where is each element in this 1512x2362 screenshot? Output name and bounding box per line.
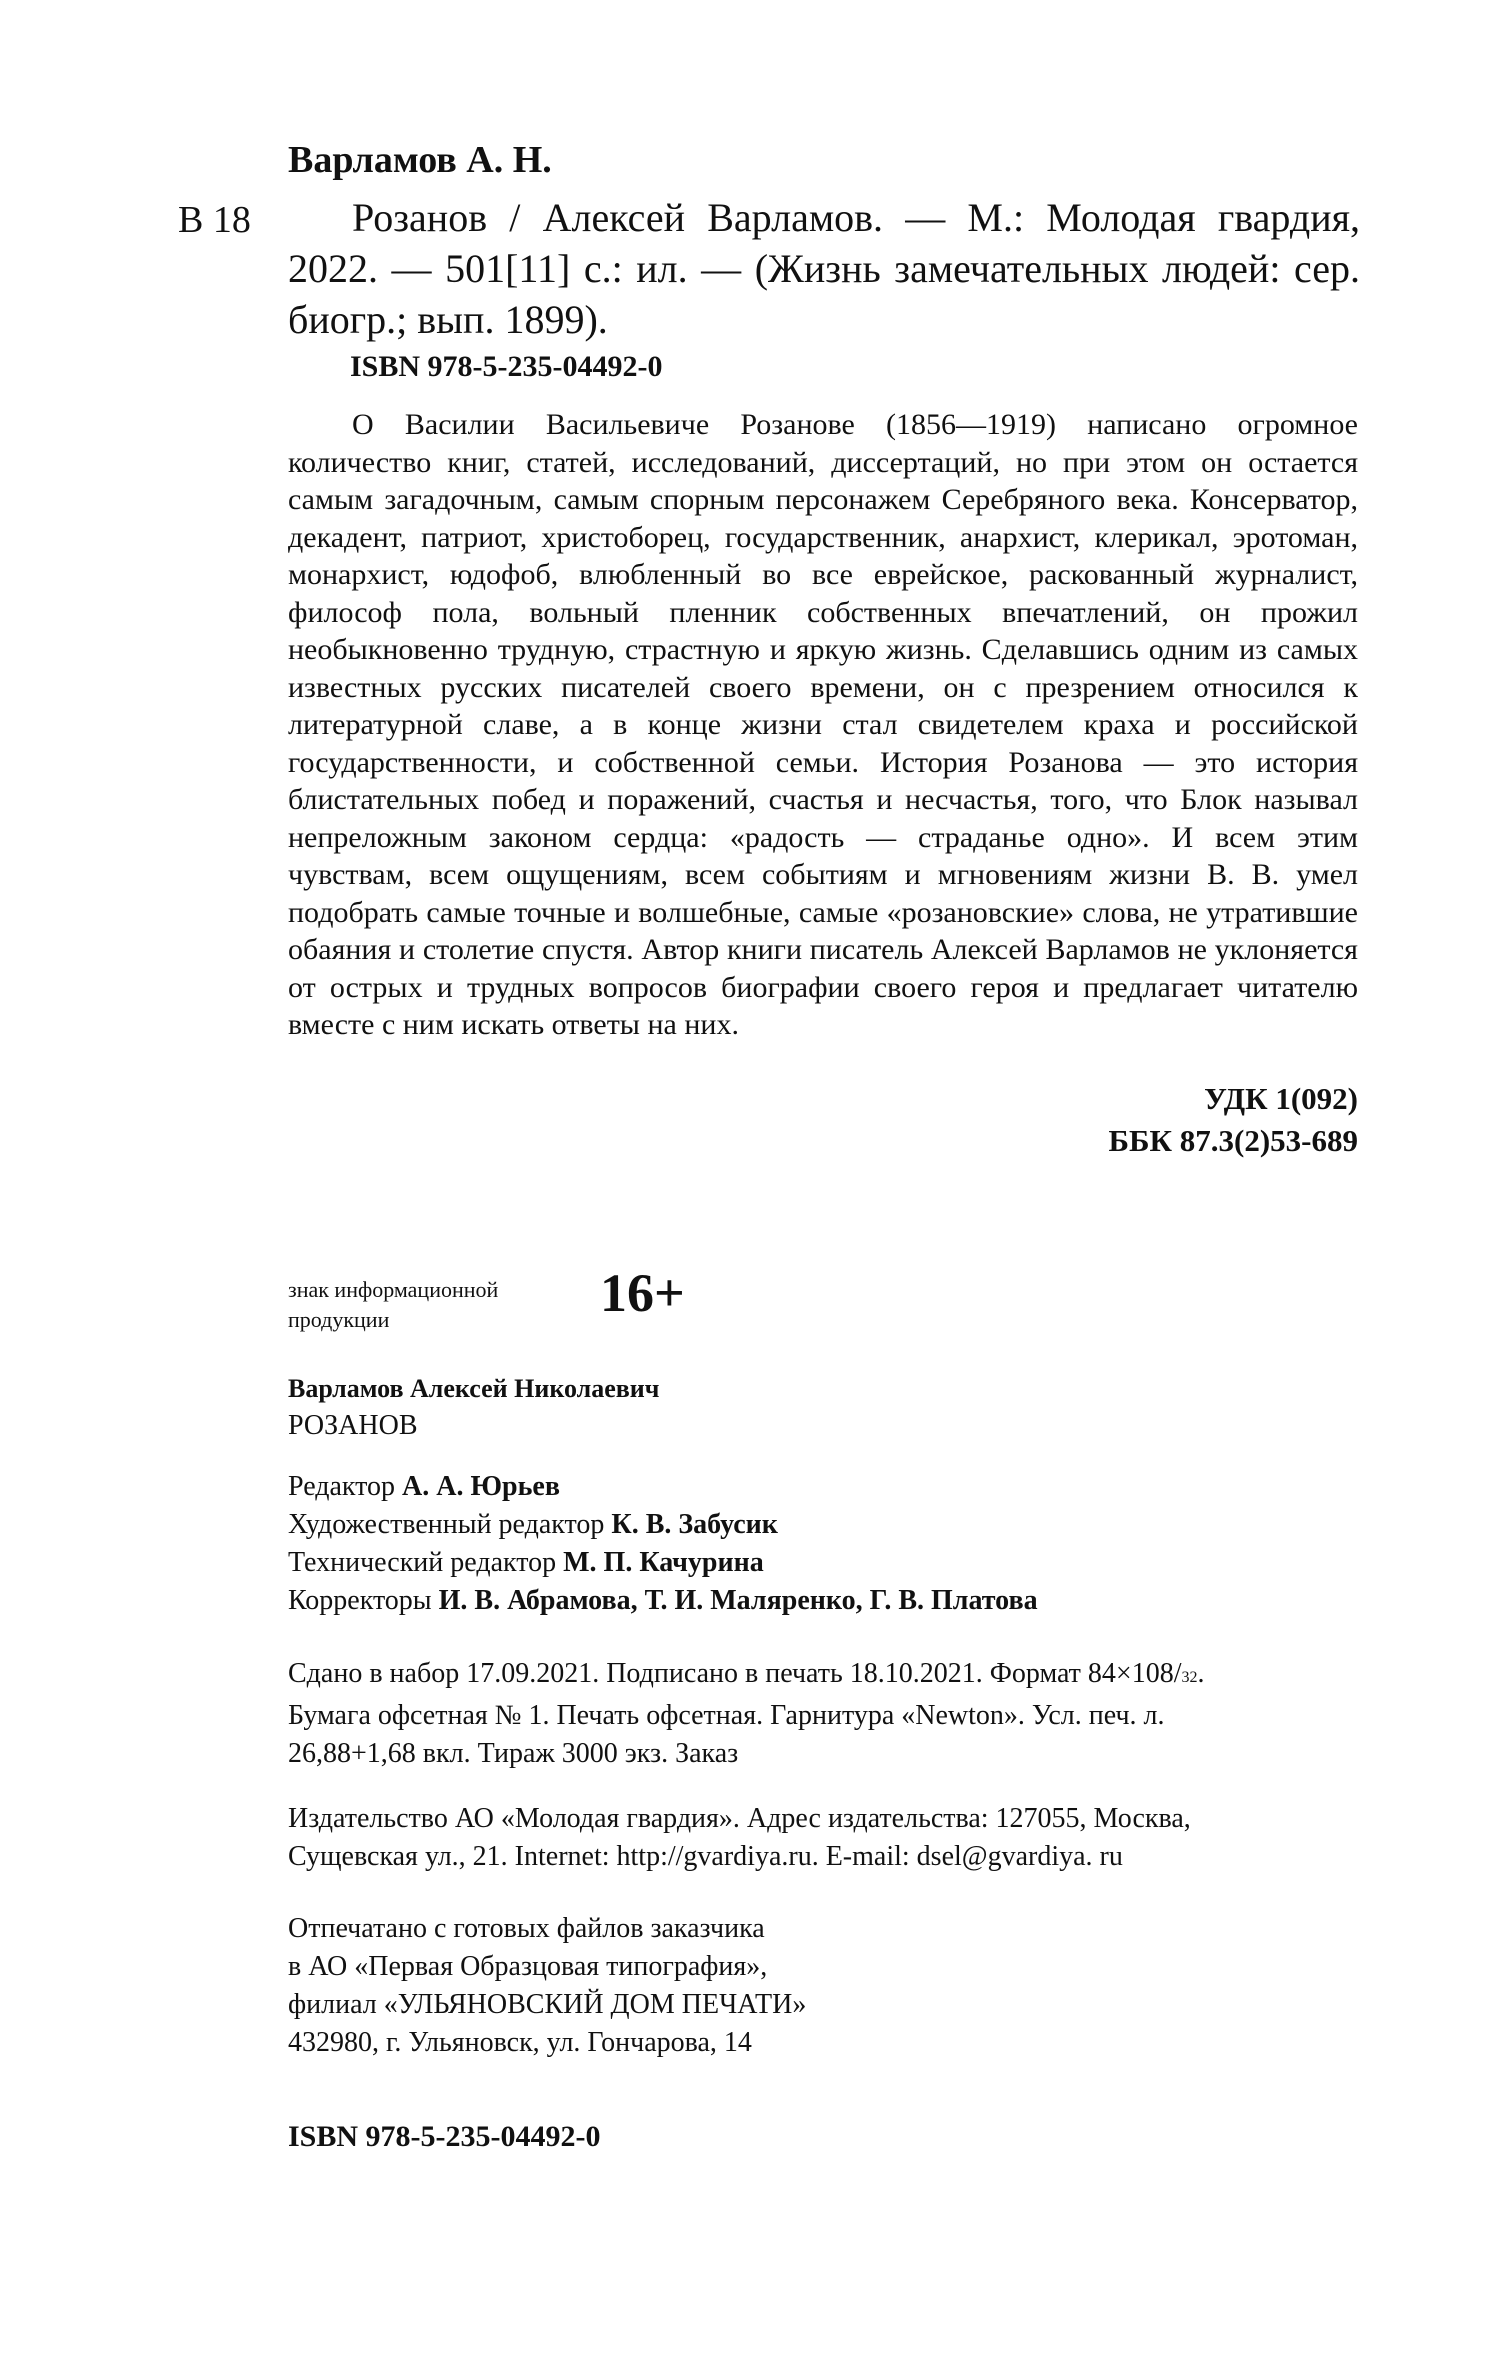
staff-name: И. В. Абрамова, Т. И. Маляренко, Г. В. Платова (438, 1585, 1038, 1616)
staff-row (288, 1544, 1038, 1582)
staff-role: Технический редактор (288, 1547, 564, 1578)
catalog-code: В 18 (178, 199, 251, 241)
staff-role: Художественный редактор (288, 1509, 612, 1540)
staff-row (288, 1468, 1038, 1506)
age-mark-value: 16+ (600, 1263, 685, 1323)
staff-role: Корректоры (288, 1585, 439, 1616)
tech-line: Бумага офсетная № 1. Печать офсетная. Гарнитура «Newton». Усл. печ. л. (288, 1700, 1165, 1731)
tech-line: 26,88+1,68 вкл. Тираж 3000 экз. Заказ (288, 1738, 739, 1769)
printer-line: 432980, г. Ульяновск, ул. Гончарова, 14 (288, 2027, 752, 2058)
udk-code: УДК 1(092) (1204, 1081, 1358, 1116)
isbn-top: ISBN 978-5-235-04492-0 (350, 350, 663, 383)
publisher-line: Издательство АО «Молодая гвардия». Адрес издательства: 127055, Москва, (288, 1803, 1191, 1834)
staff-role: Редактор (288, 1471, 403, 1502)
bibliographic-description: Розанов / Алексей Варламов. — М.: Молодая гвардия, 2022. — 501[11] с.: ил. — (Жизнь замечательных людей: сер. биогр.; вып. 1899). (288, 195, 1360, 342)
age-mark-label-line2: продукции (288, 1307, 390, 1332)
bbk-code: ББК 87.3(2)53-689 (1108, 1123, 1358, 1158)
publisher-info (288, 1800, 1191, 1876)
printer-line: филиал «УЛЬЯНОВСКИЙ ДОМ ПЕЧАТИ» (288, 1989, 807, 2020)
age-mark-label-line1: знак информационной (288, 1277, 499, 1302)
staff-row (288, 1506, 1038, 1544)
annotation: О Василии Васильевиче Розанове (1856—1919) написано огромное количество книг, статей, исследований, диссертаций, но при этом он остается самым загадочным, самым спорным персонажем Серебряного века. Консерватор, декадент, патриот, христоборец, государственник, анархист, клерикал, эротоман, монархист, юдофоб, влюбленный во все еврейское, раскованный журналист, философ пола, вольный пленник собственных впечатлений, он прожил необыкновенно трудную, страстную и яркую жизнь. Сделавшись одним из самых известных русских писателей своего времени, он с презрением относился к литературной славе, а в конце жизни стал свидетелем краха и российской государственности, и собственной семьи. История Розанова — это история блистательных побед и поражений, счастья и несчастья, того, что Блок называл непреложным законом сердца: «радость — страданье одно». И всем этим чувствам, всем ощущениям, всем событиям и мгновениям жизни В. В. умел подобрать самые точные и волшебные, самые «розановские» слова, не утратившие обаяния и столетие спустя. Автор книги писатель Алексей Варламов не уклоняется от острых и трудных вопросов биографии своего героя и предлагает читателю вместе с ним искать ответы на них. (288, 408, 1358, 1041)
staff-list (288, 1468, 1038, 1620)
staff-name: К. В. Забусик (611, 1509, 778, 1540)
format-fraction-denominator: 32 (1181, 1669, 1198, 1686)
age-mark-label (288, 1275, 498, 1335)
tech-line1-text: Сдано в набор 17.09.2021. Подписано в печать 18.10.2021. Формат 84×108/ (288, 1658, 1182, 1689)
imprint-title: РОЗАНОВ (288, 1410, 418, 1441)
imprint-author: Варламов Алексей Николаевич (288, 1374, 660, 1403)
tech-line1-end: . (1197, 1658, 1205, 1689)
printer-line: Отпечатано с готовых файлов заказчика (288, 1913, 765, 1944)
classification-block (1000, 1078, 1358, 1162)
technical-data (288, 1655, 1360, 1773)
catalog-author-heading: Варламов А. Н. (288, 139, 552, 181)
isbn-bottom: ISBN 978-5-235-04492-0 (288, 2120, 601, 2153)
tech-line (288, 1655, 1360, 1697)
printer-info (288, 1910, 806, 2062)
staff-name: А. А. Юрьев (402, 1471, 560, 1502)
publisher-line: Сущевская ул., 21. Internet: http://gvardiya.ru. E-mail: dsel@gvardiya. ru (288, 1841, 1123, 1872)
printer-line: в АО «Первая Образцовая типография», (288, 1951, 768, 1982)
staff-row (288, 1582, 1038, 1620)
staff-name: М. П. Качурина (563, 1547, 764, 1578)
